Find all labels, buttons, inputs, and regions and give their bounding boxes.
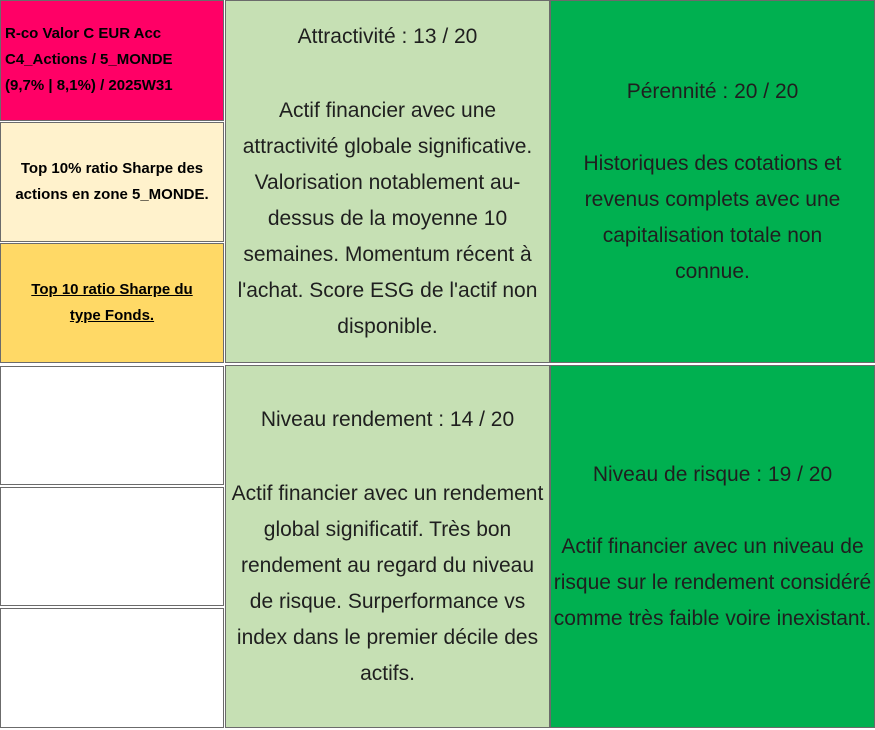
empty-cell — [0, 366, 224, 485]
empty-cell — [0, 487, 224, 606]
attractivite-panel — [225, 0, 550, 363]
attractivite-description: Actif financier avec une attractivité globale significative. Valorisation notablement au-dessus de la moyenne 10 semaines. Momentum récent à l'achat. Score ESG de l'actif non disponible. — [237, 98, 538, 338]
fund-stats: (9,7% | 8,1%) / 2025W31 — [5, 77, 173, 94]
rendement-score: Niveau rendement : 14 / 20 — [260, 407, 515, 431]
perennite-description: Historiques des cotations et revenus complets avec une capitalisation totale non connue. — [583, 151, 842, 283]
sharpe-type-badge-text[interactable]: Top 10 ratio Sharpe du type Fonds. — [31, 281, 193, 324]
sharpe-zone-badge — [0, 122, 224, 242]
sharpe-zone-badge-text: Top 10% ratio Sharpe des actions en zone 5_MONDE. — [15, 160, 209, 203]
perennite-score: Pérennité : 20 / 20 — [626, 79, 799, 103]
perennite-panel — [550, 0, 875, 363]
empty-cell — [0, 608, 224, 728]
risque-description: Actif financier avec un niveau de risque sur le rendement considéré comme très faible voire inexistant. — [553, 534, 872, 630]
sharpe-type-badge[interactable] — [0, 243, 224, 363]
rendement-panel — [225, 365, 550, 728]
risque-score: Niveau de risque : 19 / 20 — [592, 462, 833, 486]
rendement-description: Actif financier avec un rendement global significatif. Très bon rendement au regard du niveau de risque. Surperformance vs index dans le premier décile des actifs. — [231, 481, 544, 685]
attractivite-score: Attractivité : 13 / 20 — [297, 24, 478, 48]
fund-name: R-co Valor C EUR Acc — [5, 25, 162, 42]
fund-title-cell — [0, 0, 224, 121]
risque-panel — [550, 365, 875, 728]
fund-category: C4_Actions / 5_MONDE — [5, 51, 173, 68]
